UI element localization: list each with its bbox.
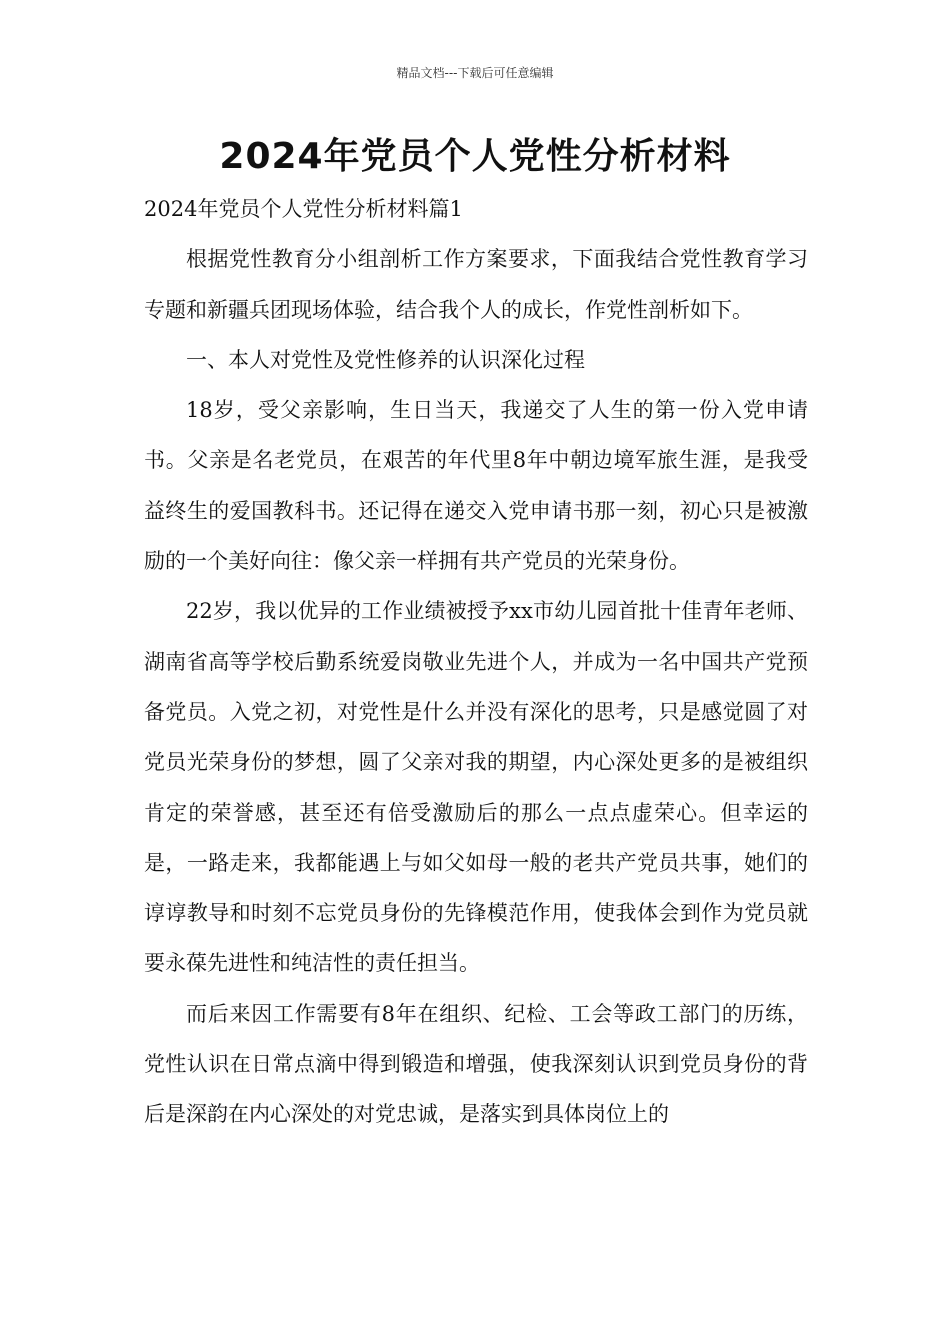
section-heading: 一、本人对党性及党性修养的认识深化过程	[186, 347, 585, 372]
document-title: 2024年党员个人党性分析材料	[219, 136, 731, 177]
section-subtitle: 2024年党员个人党性分析材料篇1	[144, 197, 463, 221]
document-body	[144, 184, 808, 1140]
paragraph: 18岁，受父亲影响，生日当天，我递交了人生的第一份入党申请书。父亲是名老党员，在艰苦的年代里8年中朝边境军旅生涯，是我受益终生的爱国教科书。还记得在递交入党申请书那一刻，初心只是被激励的一个美好向往：像父亲一样拥有共产党员的光荣身份。	[144, 398, 808, 574]
header-note: 精品文档---下载后可任意编辑	[396, 66, 554, 80]
paragraph: 而后来因工作需要有8年在组织、纪检、工会等政工部门的历练，党性认识在日常点滴中得到锻造和增强，使我深刻认识到党员身份的背后是深韵在内心深处的对党忠诚，是落实到具体岗位上的	[144, 1001, 808, 1127]
paragraph: 22岁，我以优异的工作业绩被授予xx市幼儿园首批十佳青年老师、湖南省高等学校后勤系统爱岗敬业先进个人，并成为一名中国共产党预备党员。入党之初，对党性是什么并没有深化的思考，只是感觉圆了对党员光荣身份的梦想，圆了父亲对我的期望，内心深处更多的是被组织肯定的荣誉感，甚至还有倍受激励后的那么一点点虚荣心。但幸运的是，一路走来，我都能遇上与如父如母一般的老共产党员共事，她们的谆谆教导和时刻不忘党员身份的先锋模范作用，使我体会到作为党员就要永葆先进性和纯洁性的责任担当。	[144, 599, 808, 976]
paragraph: 根据党性教育分小组剖析工作方案要求，下面我结合党性教育学习专题和新疆兵团现场体验，结合我个人的成长，作党性剖析如下。	[144, 247, 808, 322]
